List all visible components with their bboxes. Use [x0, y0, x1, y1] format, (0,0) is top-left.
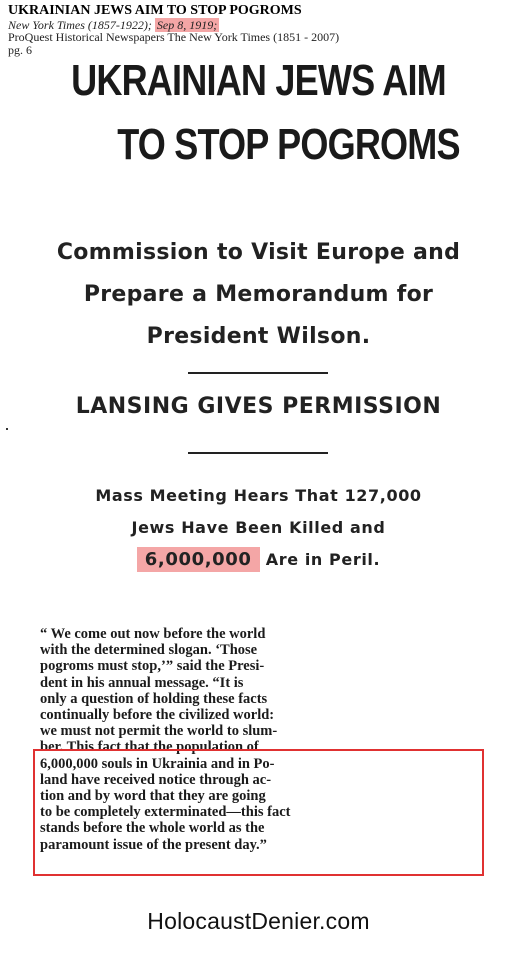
six-million-highlight: 6,000,000 [137, 547, 260, 572]
body-line: dent in his annual message. “It is [40, 674, 244, 691]
body-line: tion and by word that they are going [40, 788, 266, 805]
body-line: ber. This fact that the population of [40, 739, 259, 756]
subhead-commission [0, 232, 517, 358]
headline-line-1: UKRAINIAN JEWS AIM [71, 56, 446, 105]
subhead-mass-meeting-line-2: Jews Have Been Killed and [131, 518, 386, 537]
body-line: “ We come out now before the world [40, 626, 266, 642]
subhead-commission-line-2: Prepare a Memorandum for [83, 282, 434, 307]
subhead-mass-meeting-line-1: Mass Meeting Hears That 127,000 [95, 486, 422, 505]
citation-database: ProQuest Historical Newspapers The New York Times (1851 - 2007) [8, 30, 340, 45]
body-line: land have received notice through ac- [40, 771, 272, 788]
citation-title: UKRAINIAN JEWS AIM TO STOP POGROMS [8, 3, 302, 18]
footer-site-label: HolocaustDenier.com [147, 908, 370, 934]
subhead-commission-line-1: Commission to Visit Europe and [56, 240, 461, 265]
body-line: only a question of holding these facts [40, 690, 268, 707]
divider-rule [188, 372, 328, 374]
subhead-mass-meeting-line-3 [0, 544, 517, 576]
citation-page: pg. 6 [8, 42, 32, 57]
highlight-box [33, 749, 484, 876]
subhead-commission-line-3: President Wilson. [146, 324, 371, 349]
body-line: to be completely exterminated—this fact [40, 804, 291, 821]
body-line: paramount issue of the present day.” [40, 836, 267, 853]
subhead-lansing: LANSING GIVES PERMISSION [75, 394, 442, 419]
body-line: pogroms must stop,’” said the Presi- [40, 658, 265, 675]
subhead-mass-meeting [0, 480, 517, 576]
citation-header [8, 4, 508, 56]
print-speck [6, 428, 8, 430]
divider-rule [188, 452, 328, 454]
body-line: we must not permit the world to slum- [40, 723, 278, 740]
body-line: with the determined slogan. ‘Those [40, 642, 258, 659]
citation-source: New York Times (1857-1922); [8, 17, 152, 32]
body-line: stands before the whole world as the [40, 820, 265, 837]
subhead-mass-meeting-line-3-rest: Are in Peril. [265, 550, 381, 569]
body-line: continually before the civilized world: [40, 707, 275, 724]
body-line: 6,000,000 souls in Ukrainia and in Po- [40, 755, 275, 772]
citation-date-highlight: Sep 8, 1919; [156, 17, 218, 32]
headline-line-2: TO STOP POGROMS [117, 120, 460, 169]
